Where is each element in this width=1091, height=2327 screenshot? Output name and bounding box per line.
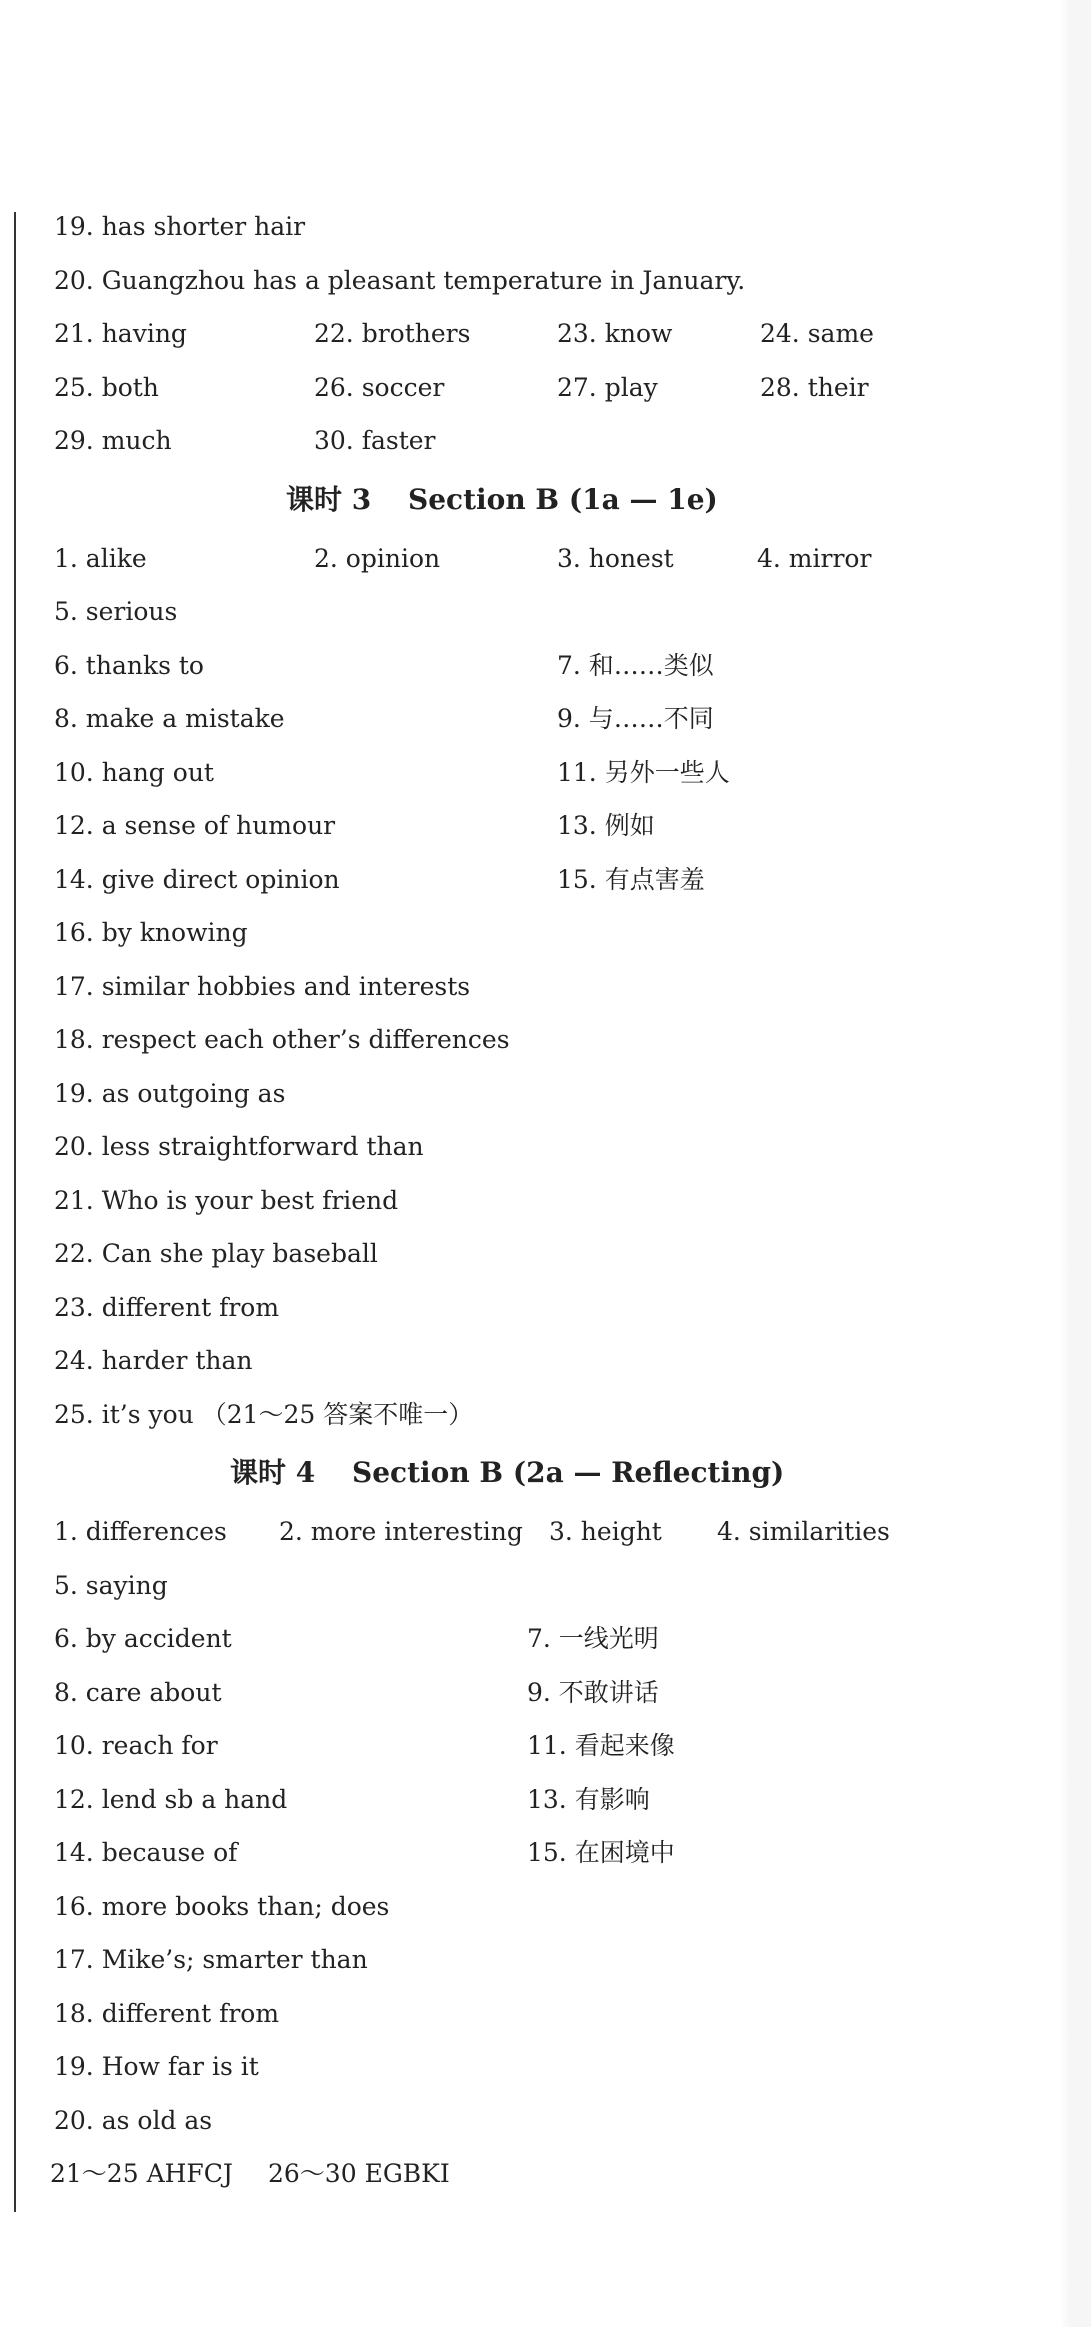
answer-item: 19. as outgoing as — [54, 1078, 286, 1108]
answer-line — [52, 1334, 1052, 1388]
answer-item: 20. less straightforward than — [54, 1132, 424, 1161]
answer-item: 17. Mike’s; smarter than — [54, 1945, 368, 1974]
answer-pair-row — [52, 1773, 1052, 1827]
answer-line — [52, 2094, 1052, 2148]
lesson3-heading-cn: 课时 3 — [286, 482, 372, 516]
answer-line — [52, 1227, 1052, 1281]
answer-item: 21. having — [54, 319, 187, 348]
answer-item: 22. brothers — [314, 319, 471, 348]
answer-item: 23. know — [557, 319, 673, 348]
answer-item: 9. 与……不同 — [557, 704, 714, 733]
answer-item: 23. different from — [54, 1292, 280, 1322]
answer-item: 5. saying — [54, 1570, 168, 1600]
answer-line — [52, 585, 1052, 639]
answer-line — [52, 1067, 1052, 1121]
lesson4-heading — [52, 1441, 1052, 1505]
answer-item: 17. similar hobbies and interests — [54, 971, 471, 1001]
answer-item: 11. 另外一些人 — [557, 757, 730, 787]
answer-line — [52, 2147, 1052, 2201]
lesson3-heading — [52, 468, 1052, 532]
answer-item: 15. 有点害羞 — [557, 864, 705, 894]
answer-item: 18. respect each other’s differences — [54, 1025, 510, 1054]
answer-item: 6. by accident — [54, 1624, 232, 1653]
answer-item: 8. care about — [54, 1677, 222, 1707]
answer-item: 4. mirror — [757, 543, 872, 573]
answer-item: 10. reach for — [54, 1731, 218, 1760]
answer-item: 5. serious — [54, 597, 178, 626]
answer-item: 9. 不敢讲话 — [527, 1677, 659, 1707]
answer-pair-row — [52, 853, 1052, 907]
lesson3-heading-en: Section B (1a — 1e) — [408, 482, 718, 516]
answer-item: 12. a sense of humour — [54, 811, 336, 840]
answer-item: 21～25 AHFCJ — [50, 2159, 233, 2188]
answer-item: 25. both — [54, 372, 159, 402]
answer-item: 4. similarities — [717, 1517, 890, 1546]
answer-line — [52, 1013, 1052, 1067]
answer-item: 16. by knowing — [54, 918, 248, 947]
answer-item: 7. 和……类似 — [557, 650, 714, 680]
answer-line — [52, 960, 1052, 1014]
answer-pair-row — [52, 1666, 1052, 1720]
answer-line — [52, 1281, 1052, 1335]
answer-pair-row — [52, 1719, 1052, 1773]
answer-item: 22. Can she play baseball — [54, 1239, 378, 1268]
answer-content — [52, 200, 1052, 2201]
answer-pair-row — [52, 746, 1052, 800]
answer-item: 26～30 EGBKI — [268, 2159, 450, 2188]
answer-item: 8. make a mistake — [54, 704, 285, 733]
answer-item: 1. alike — [54, 543, 147, 573]
answer-item: 6. thanks to — [54, 650, 204, 680]
answer-grid-row — [52, 532, 1052, 586]
answer-line — [52, 906, 1052, 960]
answer-line — [52, 1559, 1052, 1613]
answer-pair-row — [52, 639, 1052, 693]
answer-line — [52, 1987, 1052, 2041]
answer-item: 13. 例如 — [557, 811, 655, 840]
answer-pair-row — [52, 1612, 1052, 1666]
answer-line — [52, 2040, 1052, 2094]
answer-line — [52, 254, 1052, 308]
answer-item: 2. opinion — [314, 543, 441, 573]
answer-line — [52, 1388, 1052, 1442]
answer-line — [52, 1933, 1052, 1987]
answer-pair-row — [52, 692, 1052, 746]
answer-item: 12. lend sb a hand — [54, 1784, 288, 1814]
answer-item: 15. 在困境中 — [527, 1838, 675, 1867]
answer-item: 21. Who is your best friend — [54, 1185, 399, 1215]
answer-item: 19. How far is it — [54, 2052, 259, 2081]
answer-item: 14. give direct opinion — [54, 864, 340, 894]
answer-grid-row — [52, 307, 1052, 361]
answer-pair-row — [52, 1826, 1052, 1880]
answer-item: 16. more books than; does — [54, 1891, 390, 1921]
answer-grid-row — [52, 414, 1052, 468]
answer-item: 3. honest — [557, 543, 674, 573]
answer-line — [52, 200, 1052, 254]
answer-item: 24. harder than — [54, 1346, 253, 1375]
answer-item: 3. height — [549, 1517, 662, 1546]
answer-item: 24. same — [760, 319, 874, 348]
answer-item: 28. their — [760, 372, 869, 402]
answer-item: 10. hang out — [54, 757, 214, 787]
answer-item: 20. as old as — [54, 2105, 213, 2135]
answer-item: 26. soccer — [314, 372, 445, 402]
answer-grid-row — [52, 1505, 1052, 1559]
answer-item: 30. faster — [314, 426, 436, 455]
answer-item: 13. 有影响 — [527, 1784, 650, 1814]
answer-line — [52, 1120, 1052, 1174]
answer-item: 27. play — [557, 372, 658, 402]
lesson4-heading-en: Section B (2a — Reflecting) — [352, 1456, 785, 1489]
answer-item: 11. 看起来像 — [527, 1731, 675, 1760]
answer-item: 20. Guangzhou has a pleasant temperature in January. — [54, 265, 746, 295]
answer-grid-row — [52, 361, 1052, 415]
lesson4-heading-cn: 课时 4 — [230, 1456, 316, 1489]
answer-item: 2. more interesting — [279, 1517, 523, 1546]
margin-rule — [14, 212, 16, 2212]
answer-item: 18. different from — [54, 1998, 280, 2028]
answer-item: 29. much — [54, 426, 172, 455]
answer-item: 7. 一线光明 — [527, 1624, 659, 1653]
answer-item: 14. because of — [54, 1838, 238, 1867]
answer-item: 1. differences — [54, 1517, 227, 1546]
answer-line — [52, 1174, 1052, 1228]
answer-item: 25. it’s you （21～25 答案不唯一） — [54, 1399, 474, 1429]
answer-line — [52, 1880, 1052, 1934]
answer-pair-row — [52, 799, 1052, 853]
answer-item: 19. has shorter hair — [54, 212, 306, 241]
